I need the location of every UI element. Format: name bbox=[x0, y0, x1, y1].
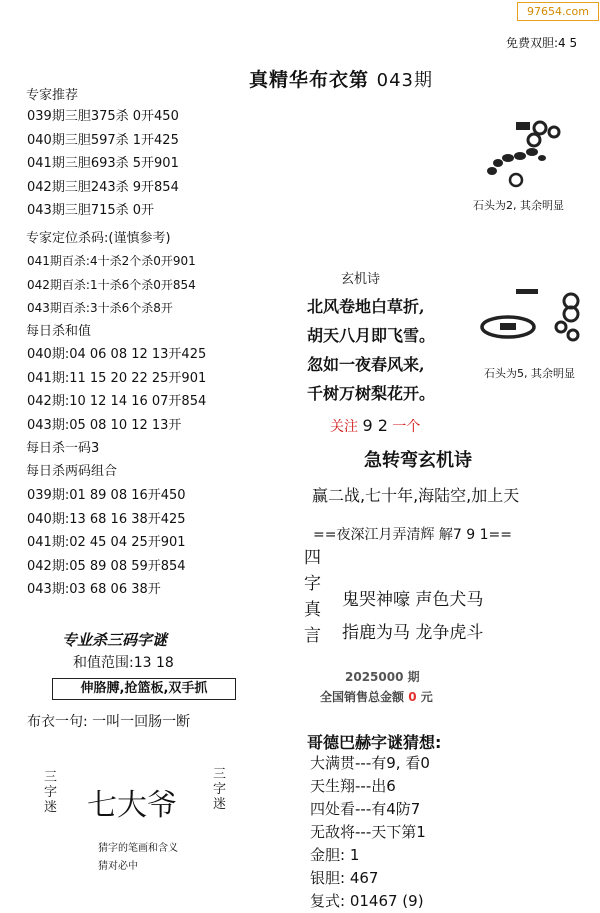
list-item: 银胆: 467 bbox=[310, 869, 379, 887]
hint-text-2: 猜对必中 bbox=[98, 861, 138, 872]
list-item: 无敌将---天下第1 bbox=[310, 823, 426, 841]
site-watermark: 97654.com bbox=[517, 2, 599, 21]
turn-title: 急转弯玄机诗 bbox=[364, 450, 472, 471]
four-char-vertical: 四字真言 bbox=[304, 548, 321, 646]
three-code-title: 专业杀三码字谜 bbox=[62, 631, 168, 649]
poem-line: 忽如一夜春风来, bbox=[307, 355, 425, 374]
list-item: 040期:04 06 08 12 13开425 bbox=[27, 347, 207, 362]
list-item: 042期百杀:1十杀6个杀0开854 bbox=[27, 277, 196, 292]
list-item: 040期:13 68 16 38开425 bbox=[27, 511, 186, 527]
list-item: 039期:01 89 08 16开450 bbox=[27, 488, 186, 503]
coin-chain-illustration bbox=[472, 118, 582, 193]
list-item: 金胆: 1 bbox=[310, 846, 360, 864]
list-item: 041期:11 15 20 22 25开901 bbox=[27, 370, 207, 386]
issue-number: 043期 bbox=[376, 70, 433, 91]
lottery-label: 全国销售总金额 bbox=[320, 690, 405, 704]
list-item: 042期:10 12 14 16 07开854 bbox=[27, 394, 207, 409]
page-title bbox=[249, 65, 433, 92]
lottery-issue: 2025000 期 bbox=[345, 670, 420, 684]
title-text: 真精华布衣第 bbox=[249, 69, 370, 91]
list-item: 041期三胆693杀 5开901 bbox=[27, 156, 179, 171]
stone-note-1: 石头为2, 其余明显 bbox=[473, 199, 564, 212]
list-item: 大满贯---有9, 看0 bbox=[310, 754, 430, 772]
poem-line: 北风卷地白草折, bbox=[307, 297, 425, 316]
three-code-range: 和值范围:13 18 bbox=[73, 655, 174, 671]
lottery-total bbox=[320, 688, 433, 705]
turn-line: 赢二战,七十年,海陆空,加上天 bbox=[312, 486, 520, 505]
sum-kill-list bbox=[27, 343, 206, 437]
san-zi-mi-left: 三字迷 bbox=[44, 770, 58, 815]
coin-stack-illustration bbox=[478, 285, 588, 355]
follow-nums: 9 2 bbox=[362, 416, 388, 435]
follow-line bbox=[330, 416, 420, 436]
buyi-line: 布衣一句: 一叫一回肠一断 bbox=[27, 714, 191, 730]
three-code-phrase-box: 伸胳膊,抢篮板,双手抓 bbox=[52, 678, 236, 700]
list-item: 039期三胆375杀 0开450 bbox=[27, 109, 179, 124]
kill-two-list bbox=[27, 484, 186, 602]
idiom-line-2: 指鹿为马 龙争虎斗 bbox=[342, 623, 484, 643]
position-kill-heading: 专家定位杀码:(谨慎参考) bbox=[26, 231, 171, 246]
kill-two-heading: 每日杀两码组合 bbox=[26, 464, 118, 479]
hint-text-1: 猜字的笔画和含义 bbox=[98, 843, 178, 854]
expert-rec-list bbox=[27, 105, 179, 223]
idiom-line-1: 鬼哭神嚎 声色犬马 bbox=[342, 590, 484, 610]
lottery-unit: 元 bbox=[420, 690, 433, 704]
list-item: 041期:02 45 04 25开901 bbox=[27, 535, 186, 550]
poem-heading: 玄机诗 bbox=[341, 272, 381, 287]
stone-note-2: 石头为5, 其余明显 bbox=[484, 367, 575, 380]
sum-kill-heading: 每日杀和值 bbox=[26, 324, 92, 339]
goldbach-list bbox=[310, 752, 430, 913]
follow-suffix: 一个 bbox=[392, 419, 421, 435]
night-line: ==夜深江月弄清辉 解7 9 1== bbox=[313, 527, 512, 543]
position-kill-list bbox=[27, 250, 196, 321]
kill-one-text: 每日杀一码3 bbox=[26, 441, 100, 456]
list-item: 043期百杀:3十杀6个杀8开 bbox=[27, 301, 173, 315]
seven-uncle-riddle: 七大爷 bbox=[87, 788, 177, 823]
list-item: 天生翔---出6 bbox=[310, 777, 396, 795]
list-item: 042期三胆243杀 9开854 bbox=[27, 179, 179, 195]
poem-lines bbox=[307, 292, 435, 408]
list-item: 四处看---有4防7 bbox=[310, 800, 421, 818]
lottery-amount: 0 bbox=[408, 690, 417, 704]
list-item: 043期:03 68 06 38开 bbox=[27, 582, 161, 597]
expert-rec-heading: 专家推荐 bbox=[26, 88, 79, 103]
list-item: 复式: 01467 (9) bbox=[310, 892, 424, 910]
goldbach-heading: 哥德巴赫字谜猜想: bbox=[307, 733, 442, 752]
list-item: 043期:05 08 10 12 13开 bbox=[27, 417, 182, 433]
poem-line: 胡天八月即飞雪。 bbox=[307, 326, 436, 345]
san-zi-mi-right: 三字迷 bbox=[213, 767, 227, 812]
list-item: 042期:05 89 08 59开854 bbox=[27, 558, 186, 574]
free-double-text: 免费双胆:4 5 bbox=[506, 36, 578, 50]
follow-label: 关注 bbox=[330, 419, 358, 435]
list-item: 041期百杀:4十杀2个杀0开901 bbox=[27, 254, 196, 268]
list-item: 040期三胆597杀 1开425 bbox=[27, 132, 179, 148]
list-item: 043期三胆715杀 0开 bbox=[27, 203, 155, 218]
poem-line: 千树万树梨花开。 bbox=[307, 384, 436, 403]
